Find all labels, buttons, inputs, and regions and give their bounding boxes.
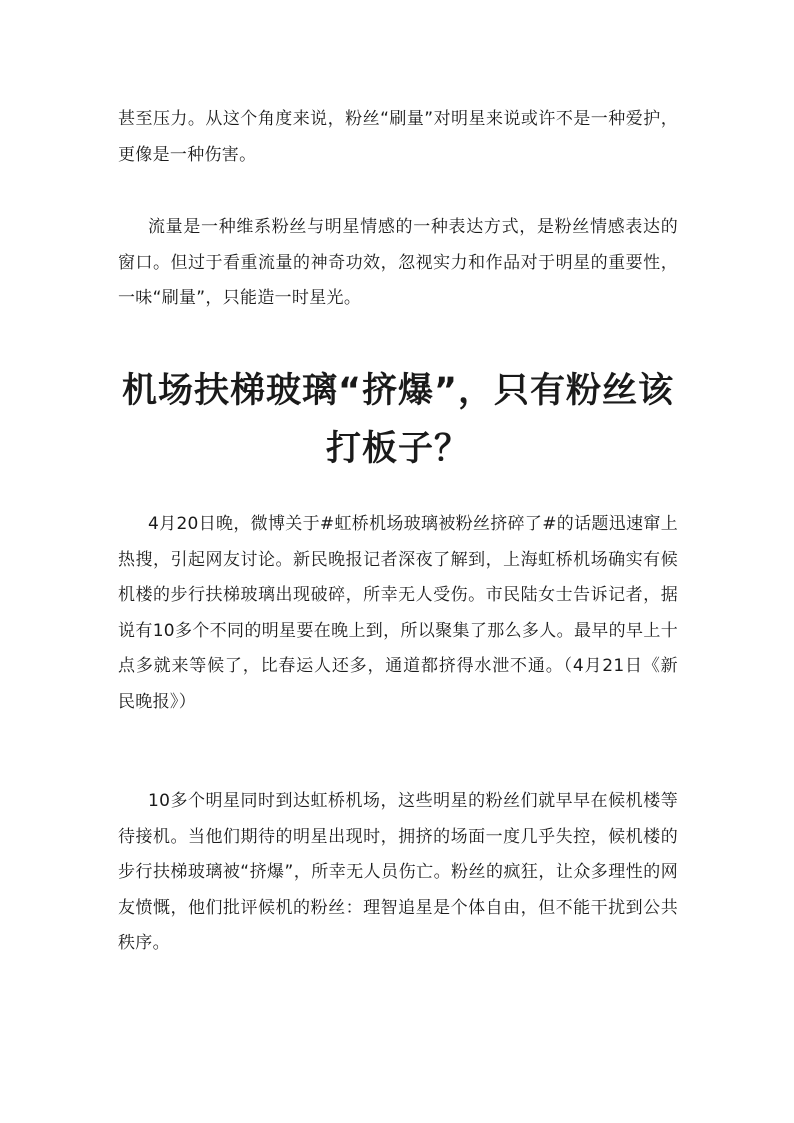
paragraph-news: 4月20日晚，微博关于#虹桥机场玻璃被粉丝挤碎了#的话题迅速窜上热搜，引起网友讨论。新民晚报记者深夜了解到，上海虹桥机场确实有候机楼的步行扶梯玻璃出现破碎，所幸无人受伤。市民陆女士告诉记者，据说有10多个不同的明星要在晚上到，所以聚集了那么多人。最早的早上十点多就来等候了，比春运人还多，通道都挤得水泄不通。（4月21日《新民晚报》） [118,514,678,712]
paragraph-continued: 甚至压力。从这个角度来说，粉丝“刷量”对明星来说或许不是一种爱护，更像是一种伤害。 [118,109,678,165]
paragraph-reaction: 10多个明星同时到达虹桥机场，这些明星的粉丝们就早早在候机楼等待接机。当他们期待的明星出现时，拥挤的场面一度几乎失控，候机楼的步行扶梯玻璃被“挤爆”，所幸无人员伤亡。粉丝的疯狂，让众多理性的网友愤慨，他们批评候机的粉丝：理智追星是个体自由，但不能干扰到公共秩序。 [118,791,678,953]
section-heading: 机场扶梯玻璃“挤爆”，只有粉丝该打板子？ [121,371,674,469]
paragraph-traffic: 流量是一种维系粉丝与明星情感的一种表达方式，是粉丝情感表达的窗口。但过于看重流量的神奇功效，忽视实力和作品对于明星的重要性，一味“刷量”，只能造一时星光。 [118,217,678,308]
